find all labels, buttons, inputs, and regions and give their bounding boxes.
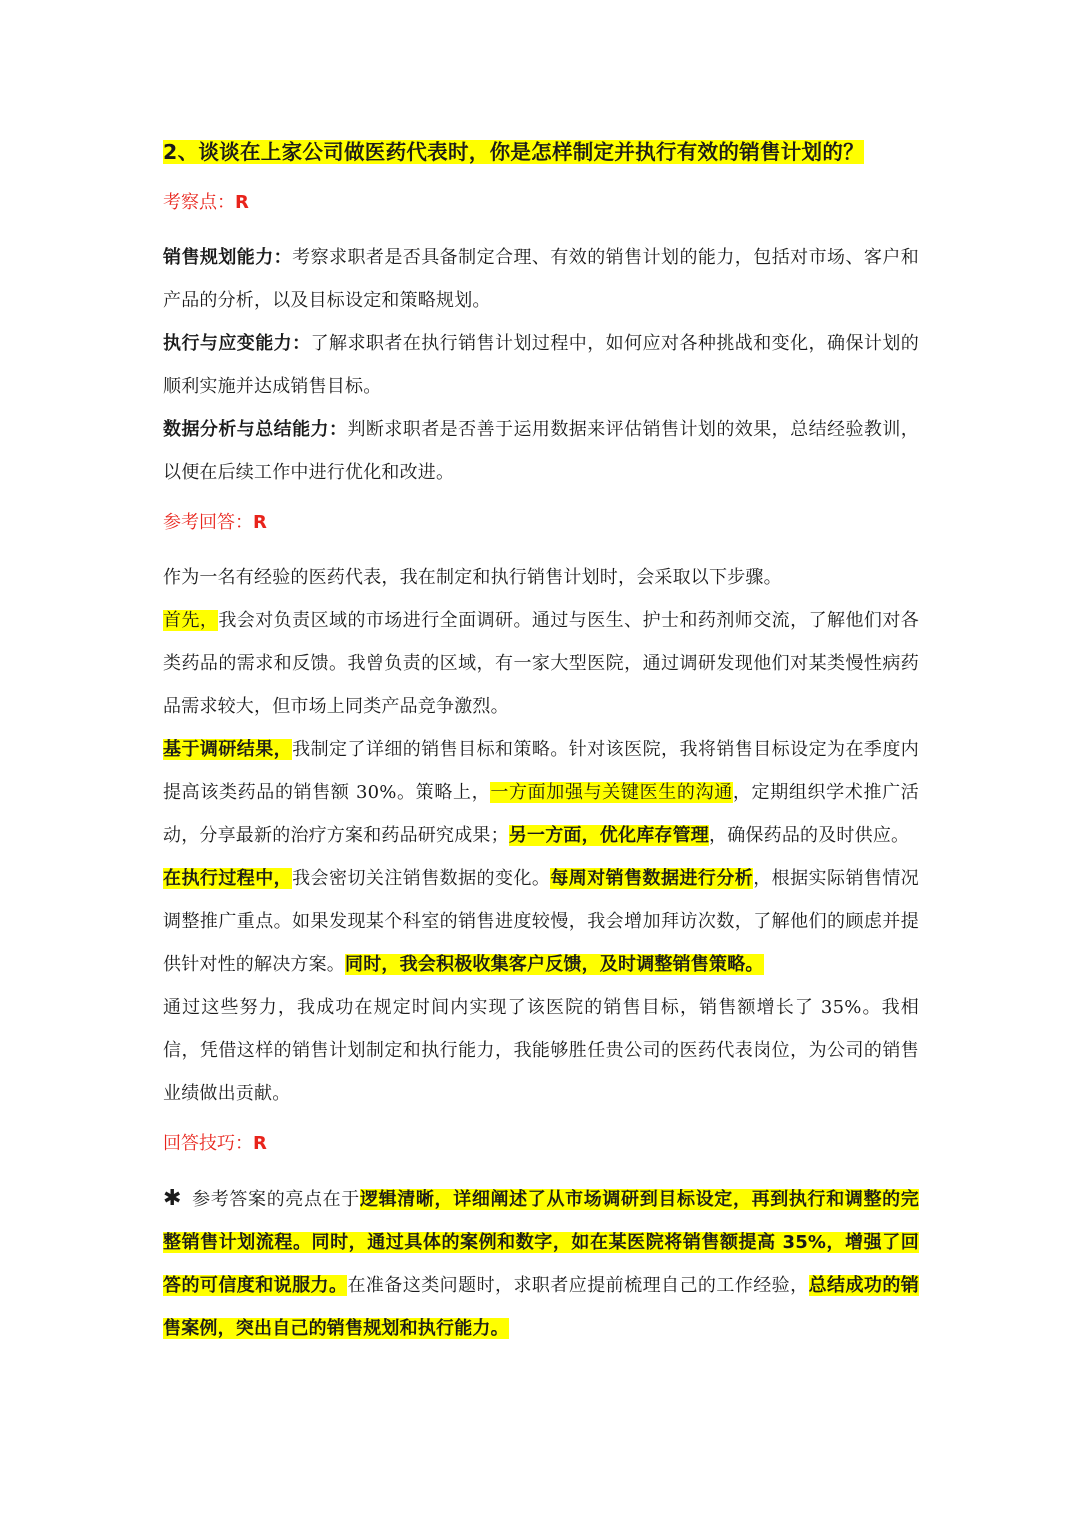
examine-item-title: 销售规划能力： <box>163 247 293 268</box>
answer-paragraph-2 <box>163 728 919 857</box>
paragraph-text: 我会对负责区域的市场进行全面调研。通过与医生、护士和药剂师交流，了解他们对各类药品的需求和反馈。我曾负责的区域，有一家大型医院，通过调研发现他们对某类慢性病药品需求较大，但市场上同类产品竞争激烈。 <box>163 610 919 717</box>
examine-item-title: 执行与应变能力： <box>163 333 311 354</box>
tips-marker: R <box>253 1133 267 1154</box>
highlight: 每周对销售数据进行分析 <box>550 868 754 889</box>
answer-paragraph-4: 通过这些努力，我成功在规定时间内实现了该医院的销售目标，销售额增长了 35%。我相信，凭借这样的销售计划制定和执行能力，我能够胜任贵公司的医药代表岗位，为公司的销售业绩做出贡献。 <box>163 997 919 1104</box>
examine-marker: R <box>235 192 249 213</box>
answer-label-text: 参考回答： <box>163 512 253 533</box>
tips-label-text: 回答技巧： <box>163 1133 253 1154</box>
highlight: 另一方面，优化库存管理 <box>508 825 710 846</box>
paragraph-text: ，确保药品的及时供应。 <box>709 825 910 846</box>
examine-item-2 <box>163 322 919 408</box>
tips-label <box>163 1131 919 1157</box>
answer-label <box>163 510 919 536</box>
examine-item-text: 了解求职者在执行销售计划过程中，如何应对各种挑战和变化，确保计划的顺利实施并达成销售目标。 <box>163 333 919 397</box>
answer-intro: 作为一名有经验的医药代表，我在制定和执行销售计划时，会采取以下步骤。 <box>163 567 782 588</box>
paragraph-text: 我制定了详细的销售目标和策略。针对该医院，我将销售目标设定为在季度内提高该类药品的销售额 30%。策略上， <box>163 739 920 803</box>
document-page <box>163 130 919 1350</box>
examine-item-1 <box>163 236 919 322</box>
highlight: 在执行过程中， <box>163 868 293 889</box>
paragraph-text: ，定期组织学术推广活动，分享最新的治疗方案和药品研究成果； <box>163 782 920 846</box>
highlight: 基于调研结果， <box>163 739 293 760</box>
examine-item-3 <box>163 408 919 494</box>
examine-item-text: 判断求职者是否善于运用数据来评估销售计划的效果，总结经验教训，以便在后续工作中进行优化和改进。 <box>163 419 919 483</box>
highlight: 总结成功的销售案例，突出自己的销售规划和执行能力。 <box>163 1275 920 1339</box>
highlight: 一方面加强与关键医生的沟通 <box>490 782 733 803</box>
asterisk-icon: ✱ <box>163 1186 182 1211</box>
answer-paragraph-3 <box>163 857 919 986</box>
answer-paragraph-1 <box>163 599 919 728</box>
examine-label-text: 考察点： <box>163 192 235 213</box>
tips-paragraph <box>163 1177 919 1350</box>
highlight: 逻辑清晰，详细阐述了从市场调研到目标设定，再到执行和调整的完整销售计划流程。同时，通过具体的案例和数字，如在某医院将销售额提高 35%，增强了回答的可信度和说服力。 <box>163 1189 919 1296</box>
question-text: 2、谈谈在上家公司做医药代表时，你是怎样制定并执行有效的销售计划的？ <box>163 140 864 164</box>
paragraph-text: 参考答案的亮点在于 <box>191 1189 360 1210</box>
highlight: 首先， <box>163 610 219 631</box>
paragraph-text: 在准备这类问题时，求职者应提前梳理自己的工作经验， <box>347 1275 809 1296</box>
question-heading <box>163 130 919 174</box>
highlight: 同时，我会积极收集客户反馈，及时调整销售策略。 <box>345 954 764 975</box>
examine-item-title: 数据分析与总结能力： <box>163 419 348 440</box>
paragraph-text: 我会密切关注销售数据的变化。 <box>292 868 551 889</box>
examine-item-text: 考察求职者是否具备制定合理、有效的销售计划的能力，包括对市场、客户和产品的分析，以及目标设定和策略规划。 <box>163 247 920 311</box>
examine-label <box>163 190 919 216</box>
paragraph-text: ，根据实际销售情况调整推广重点。如果发现某个科室的销售进度较慢，我会增加拜访次数，了解他们的顾虑并提供针对性的解决方案。 <box>163 868 919 975</box>
answer-marker: R <box>253 512 267 533</box>
